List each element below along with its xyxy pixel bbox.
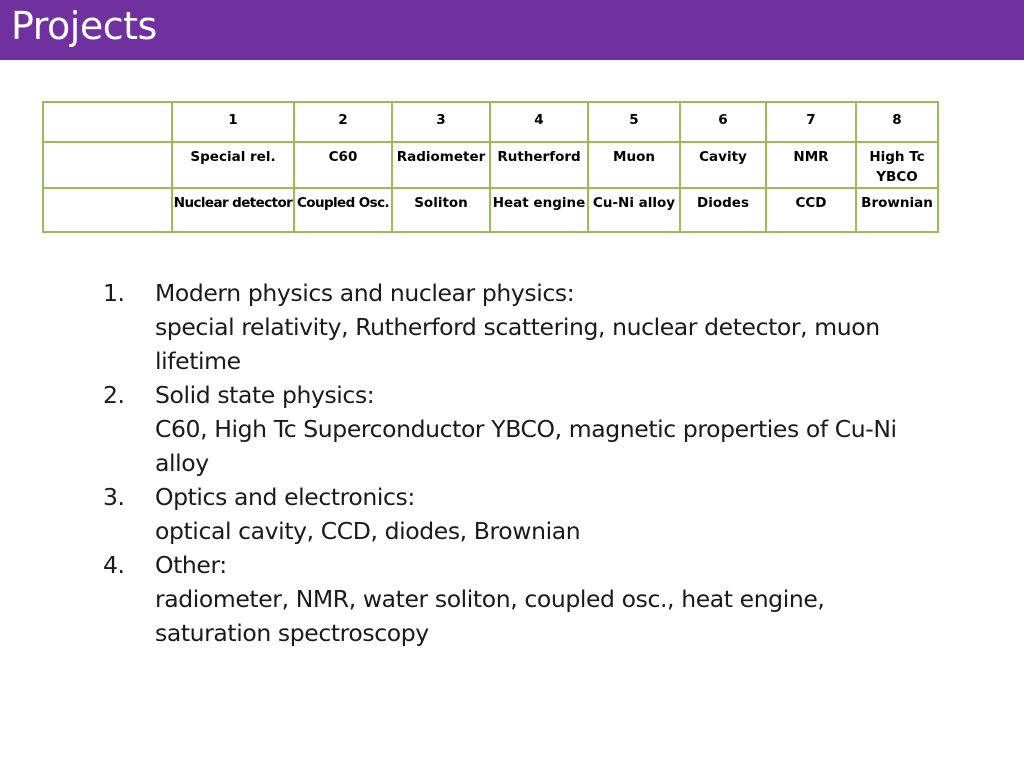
table-cell — [43, 142, 172, 188]
topic-item — [103, 276, 923, 378]
projects-table — [42, 101, 939, 233]
table-cell — [43, 102, 172, 142]
table-cell: 3 — [392, 102, 490, 142]
topic-item — [103, 480, 923, 548]
topic-item — [103, 548, 923, 650]
topic-heading: Other: — [155, 551, 227, 579]
topic-detail: optical cavity, CCD, diodes, Brownian — [155, 517, 581, 545]
table-cell: 1 — [172, 102, 294, 142]
table-row — [43, 188, 938, 232]
table-cell: Soliton — [392, 188, 490, 232]
table-row — [43, 142, 938, 188]
table-cell: Coupled Osc. — [294, 188, 392, 232]
topic-detail: radiometer, NMR, water soliton, coupled osc., heat engine, saturation spectroscopy — [155, 585, 825, 647]
table-cell: Diodes — [680, 188, 766, 232]
table-cell: Radiometer — [392, 142, 490, 188]
table-cell: 5 — [588, 102, 680, 142]
table-cell: C60 — [294, 142, 392, 188]
topic-heading: Optics and electronics: — [155, 483, 415, 511]
slide-title: Projects — [11, 4, 157, 48]
table-cell: 4 — [490, 102, 588, 142]
table-cell: NMR — [766, 142, 856, 188]
topic-heading: Modern physics and nuclear physics: — [155, 279, 575, 307]
table-cell: Cavity — [680, 142, 766, 188]
topic-list — [103, 276, 923, 650]
topic-item — [103, 378, 923, 480]
topic-heading: Solid state physics: — [155, 381, 375, 409]
table-cell: 7 — [766, 102, 856, 142]
topic-number: 1. — [103, 279, 125, 307]
table-cell: Rutherford — [490, 142, 588, 188]
topic-number: 4. — [103, 551, 125, 579]
topic-detail: C60, High Tc Superconductor YBCO, magnetic properties of Cu-Ni alloy — [155, 415, 897, 477]
table-cell: Heat engine — [490, 188, 588, 232]
table-header-row — [43, 102, 938, 142]
table-cell: 6 — [680, 102, 766, 142]
table-cell: 2 — [294, 102, 392, 142]
table-cell: 8 — [856, 102, 938, 142]
table-cell: Brownian — [856, 188, 938, 232]
title-bar — [0, 0, 1024, 60]
table-cell: CCD — [766, 188, 856, 232]
topic-detail: special relativity, Rutherford scattering, nuclear detector, muon lifetime — [155, 313, 880, 375]
table-cell: Cu-Ni alloy — [588, 188, 680, 232]
topic-number: 2. — [103, 381, 125, 409]
table-cell: Special rel. — [172, 142, 294, 188]
table-cell: Nuclear detector — [172, 188, 294, 232]
table-cell — [43, 188, 172, 232]
table-cell: Muon — [588, 142, 680, 188]
topic-number: 3. — [103, 483, 125, 511]
table-cell: High Tc YBCO — [856, 142, 938, 188]
